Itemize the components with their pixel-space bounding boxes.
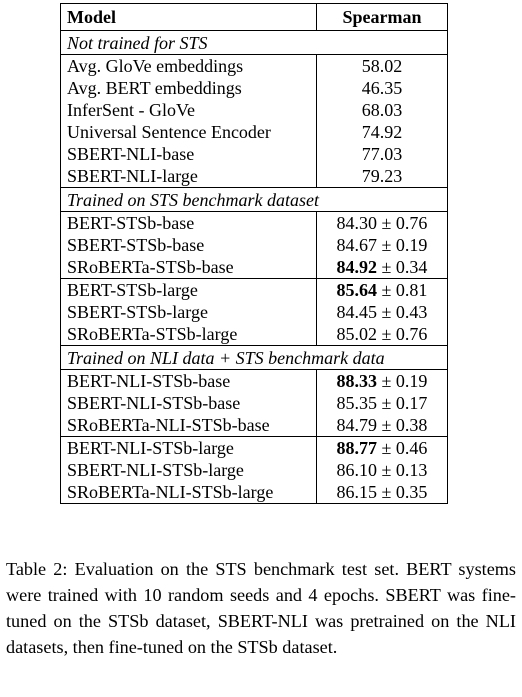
table-row [61,212,448,235]
spearman-score-cell: 68.03 [317,99,448,121]
score-std: ± 0.43 [377,302,428,322]
score-mean: 88.77 [336,438,378,458]
score-mean: 84.30 [336,213,378,233]
spearman-score-cell [317,370,448,393]
score-std: ± 0.46 [377,438,428,458]
table-row [61,437,448,460]
spearman-score-cell [317,481,448,504]
score-mean: 84.92 [336,257,378,277]
spearman-score-cell: 79.23 [317,165,448,188]
spearman-score-cell: 58.02 [317,55,448,78]
spearman-score-cell [317,234,448,256]
spearman-score-cell: 77.03 [317,143,448,165]
table-row [61,121,448,143]
spearman-column-header: Spearman [317,4,448,31]
score-std: ± 0.35 [377,482,428,502]
model-name-cell: SBERT-NLI-STSb-large [61,459,317,481]
spearman-score-cell [317,279,448,302]
model-name-cell: BERT-STSb-large [61,279,317,302]
model-name-cell: InferSent - GloVe [61,99,317,121]
section-title: Trained on STS benchmark dataset [61,188,448,212]
model-name-cell: Avg. GloVe embeddings [61,55,317,78]
table-caption: Table 2: Evaluation on the STS benchmark test set. BERT systems were trained with 10 random seeds and 4 epochs. SBERT was fine-tuned on the STSb dataset, SBERT-NLI was pretrained on the NLI datasets, then fine-tuned on the STSb dataset. [6,559,516,658]
model-column-header: Model [61,4,317,31]
model-name-cell: Universal Sentence Encoder [61,121,317,143]
table-row [61,234,448,256]
table-row [61,459,448,481]
score-mean: 88.33 [336,371,378,391]
spearman-score-cell: 74.92 [317,121,448,143]
spearman-score-cell [317,392,448,414]
score-mean: 84.67 [336,235,378,255]
table-row [61,323,448,346]
table-row [61,414,448,437]
score-mean: 85.35 [336,393,378,413]
score-std: ± 0.76 [377,213,428,233]
score-mean: 85.02 [336,324,378,344]
section-title: Trained on NLI data + STS benchmark data [61,346,448,370]
spearman-score-cell [317,459,448,481]
section-title: Not trained for STS [61,31,448,55]
score-std: ± 0.76 [377,324,428,344]
table-row [61,481,448,504]
model-name-cell: BERT-NLI-STSb-base [61,370,317,393]
table-row [61,55,448,78]
model-name-cell: BERT-STSb-base [61,212,317,235]
spearman-score-cell [317,212,448,235]
score-std: ± 0.19 [377,235,428,255]
score-mean: 86.15 [336,482,378,502]
section-header-row [61,188,448,212]
score-mean: 85.64 [336,280,378,300]
section-header-row [61,346,448,370]
score-std: ± 0.34 [377,257,428,277]
model-name-cell: BERT-NLI-STSb-large [61,437,317,460]
model-name-cell: SRoBERTa-STSb-base [61,256,317,279]
score-std: ± 0.19 [377,371,428,391]
spearman-score-cell [317,323,448,346]
table-row [61,279,448,302]
score-mean: 84.45 [336,302,378,322]
table-row [61,392,448,414]
table-row [61,99,448,121]
table-row [61,370,448,393]
model-name-cell: SRoBERTa-NLI-STSb-large [61,481,317,504]
model-name-cell: SBERT-NLI-STSb-base [61,392,317,414]
score-std: ± 0.38 [377,415,428,435]
table-row [61,301,448,323]
table-row [61,165,448,188]
model-name-cell: SRoBERTa-STSb-large [61,323,317,346]
score-std: ± 0.81 [377,280,428,300]
table-row [61,77,448,99]
model-name-cell: SBERT-STSb-large [61,301,317,323]
spearman-score-cell [317,301,448,323]
header-row [61,4,448,31]
table-row [61,143,448,165]
table-row [61,256,448,279]
model-name-cell: SRoBERTa-NLI-STSb-base [61,414,317,437]
results-table [60,3,448,504]
score-mean: 86.10 [336,460,378,480]
score-mean: 84.79 [336,415,378,435]
model-name-cell: SBERT-STSb-base [61,234,317,256]
model-name-cell: Avg. BERT embeddings [61,77,317,99]
section-header-row [61,31,448,55]
model-name-cell: SBERT-NLI-base [61,143,317,165]
score-std: ± 0.17 [377,393,428,413]
spearman-score-cell [317,414,448,437]
spearman-score-cell: 46.35 [317,77,448,99]
table-body [61,31,448,504]
spearman-score-cell [317,256,448,279]
model-name-cell: SBERT-NLI-large [61,165,317,188]
spearman-score-cell [317,437,448,460]
score-std: ± 0.13 [377,460,428,480]
